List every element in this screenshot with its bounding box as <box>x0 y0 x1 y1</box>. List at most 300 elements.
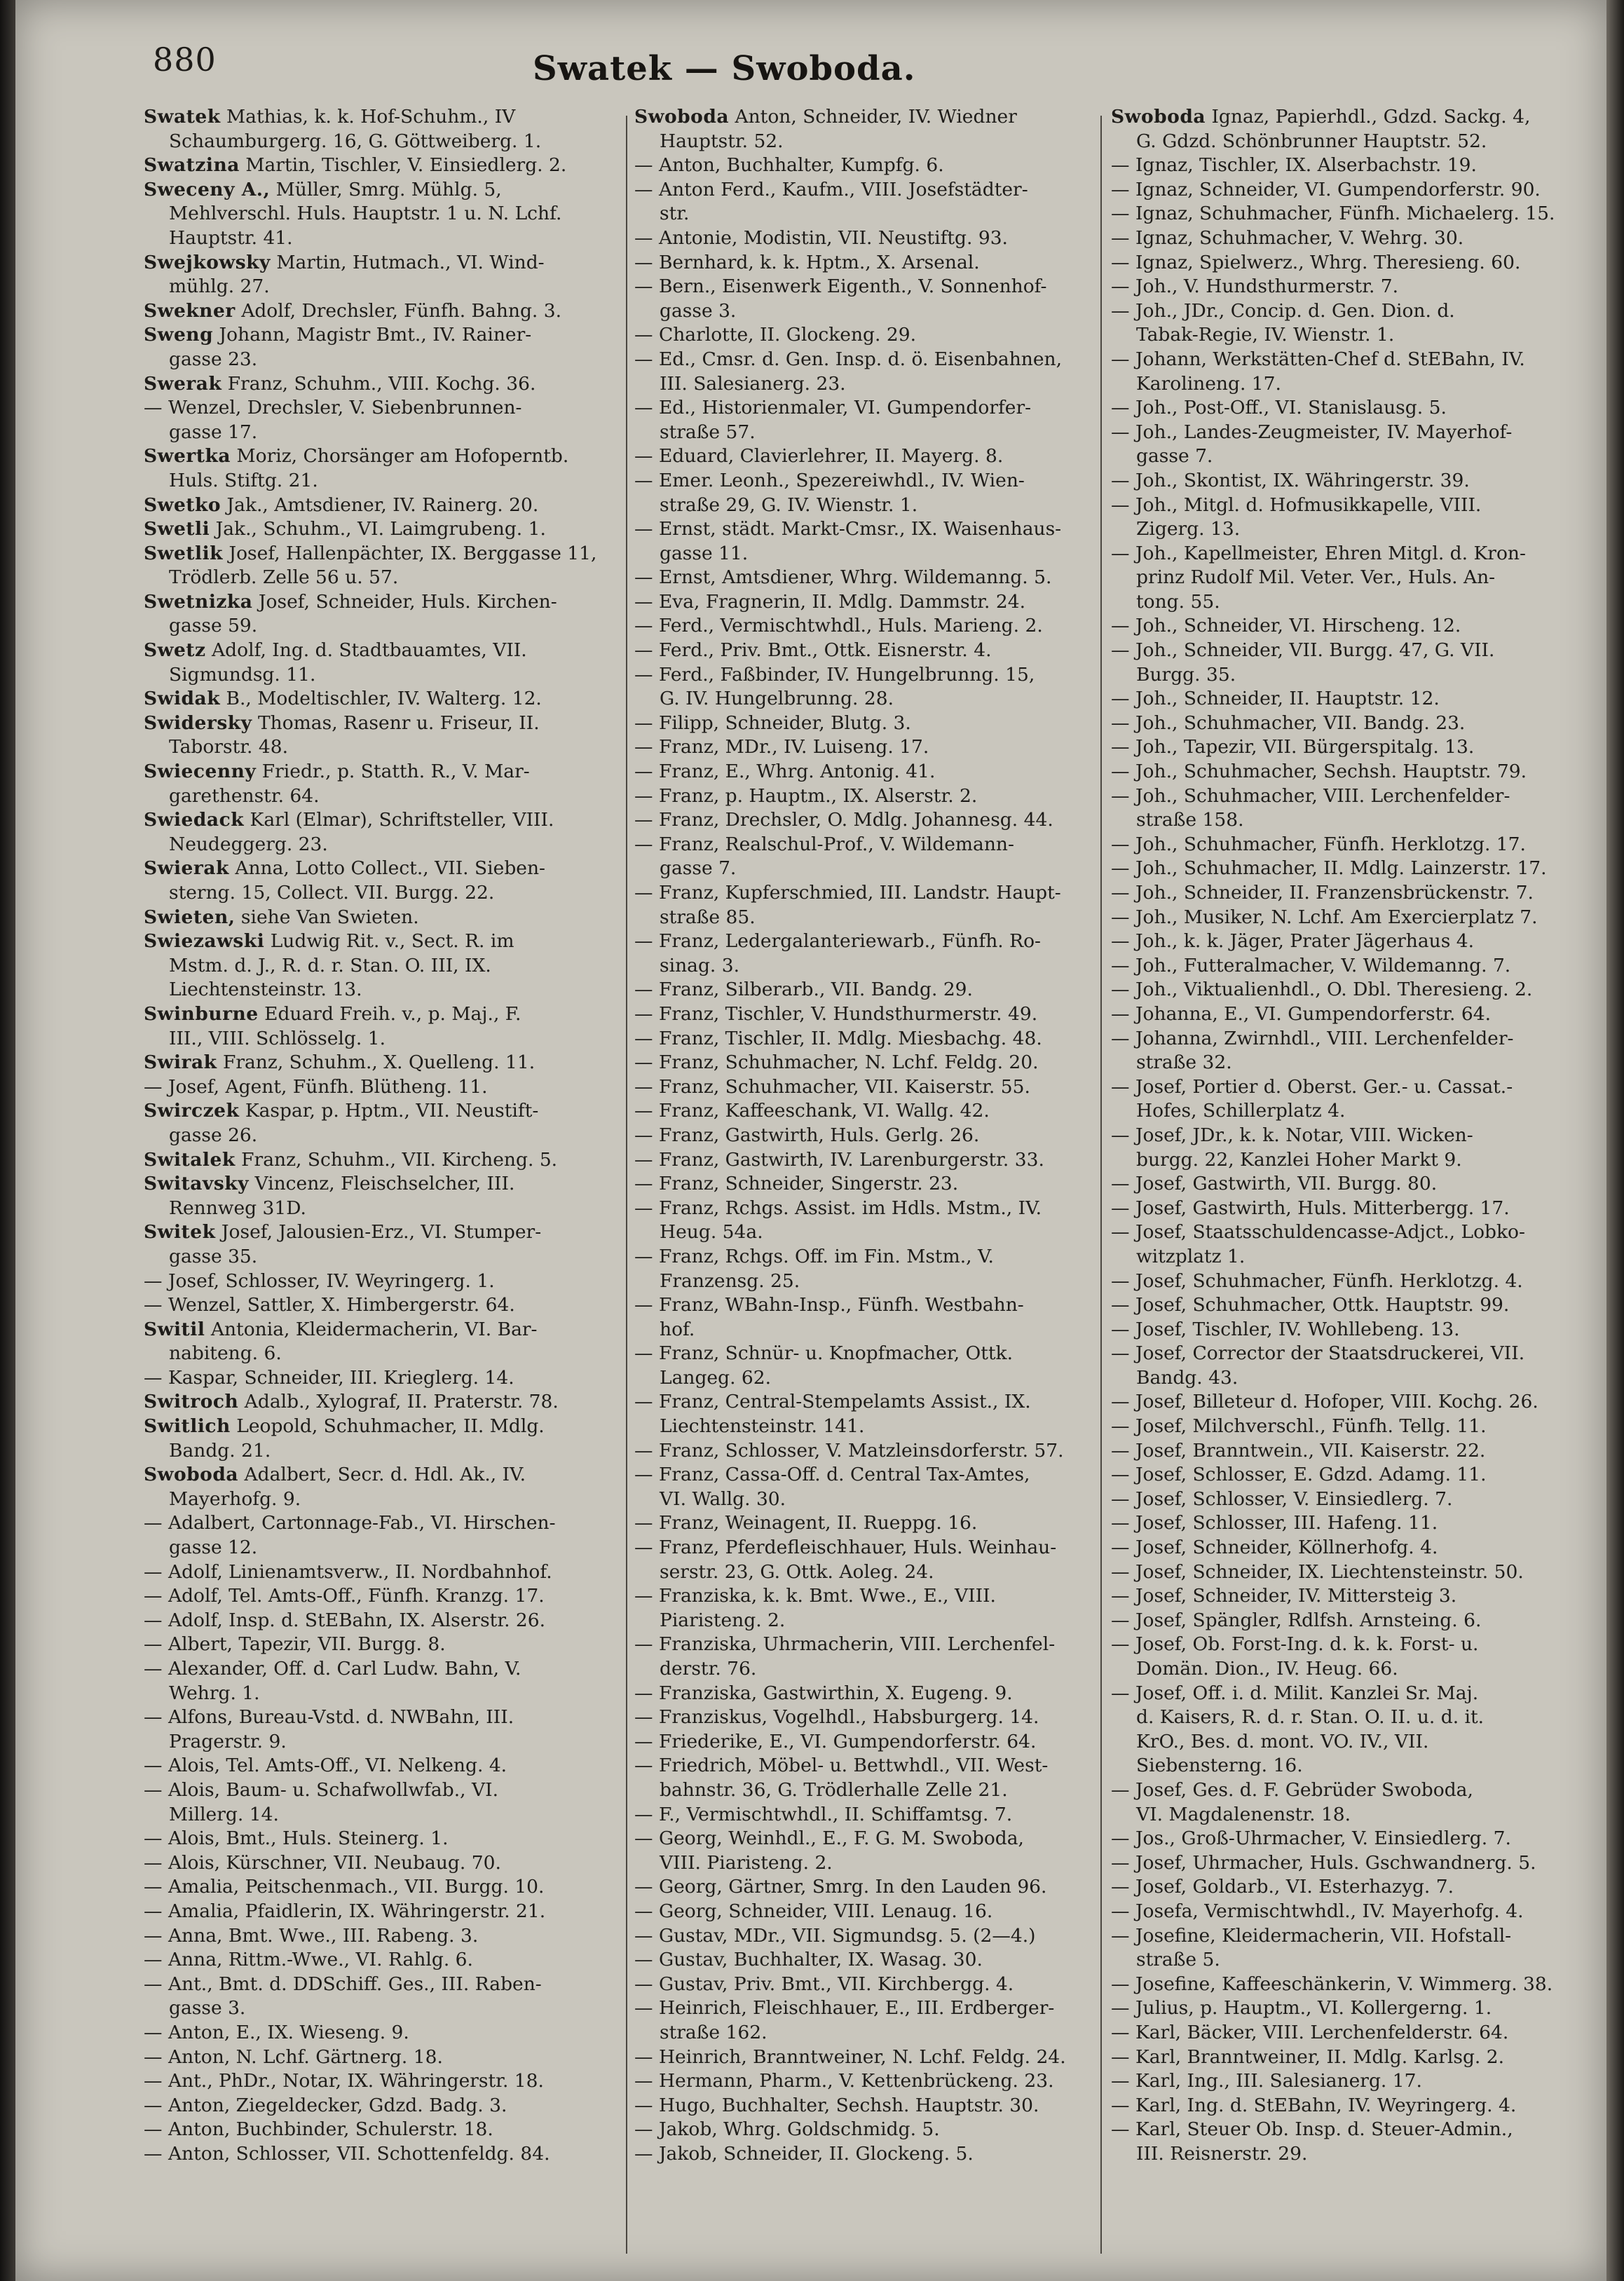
surname: Switavsky <box>144 1173 250 1195</box>
directory-line <box>634 711 1093 736</box>
entry-text: Franz, Gastwirth, IV. Larenburgerstr. 33. <box>658 1148 1044 1171</box>
ditto-dash: — <box>634 882 653 904</box>
ditto-dash: — <box>634 1682 653 1704</box>
directory-line <box>144 881 620 906</box>
entry-text: Thomas, Rasenr u. Friseur, II. <box>257 711 540 734</box>
directory-line <box>144 1002 620 1027</box>
directory-line <box>634 348 1093 372</box>
directory-line <box>634 590 1093 615</box>
surname: Switil <box>144 1318 205 1340</box>
directory-line <box>1111 1827 1574 1851</box>
directory-line <box>144 1851 620 1876</box>
entry-text: Ferd., Vermischtwhdl., Huls. Marieng. 2. <box>658 615 1043 637</box>
ditto-dash: — <box>1111 348 1130 370</box>
entry-text: gasse 23. <box>169 348 258 370</box>
directory-line <box>634 1390 1093 1415</box>
ditto-dash: — <box>144 1973 163 1995</box>
entry-text: KrO., Bes. d. mont. VO. IV., VII. <box>1136 1730 1429 1752</box>
ditto-dash: — <box>144 1609 163 1631</box>
directory-line <box>1111 1851 1574 1876</box>
entry-text: Mehlverschl. Huls. Hauptstr. 1 u. N. Lchf. <box>169 203 562 225</box>
directory-line <box>1111 590 1574 615</box>
entry-text: Josefa, Vermischtwhdl., IV. Mayerhofg. 4. <box>1135 1900 1524 1922</box>
ditto-dash: — <box>1111 2094 1130 2116</box>
entry-text: Joh., JDr., Concip. d. Gen. Dion. d. <box>1135 299 1455 322</box>
directory-line <box>634 2118 1093 2142</box>
entry-text: Ignaz, Schuhmacher, Fünfh. Michaelerg. 15. <box>1135 203 1555 225</box>
ditto-dash: — <box>1111 833 1130 855</box>
surname: Swetnizka <box>144 590 253 613</box>
entry-text: Franz, Cassa-Off. d. Central Tax-Amtes, <box>658 1464 1030 1486</box>
ditto-dash: — <box>634 784 653 807</box>
directory-line <box>634 614 1093 639</box>
surname: Switlich <box>144 1415 231 1438</box>
entry-text: Rennweg 31D. <box>169 1197 306 1219</box>
ditto-dash: — <box>1111 1633 1130 1656</box>
directory-line <box>634 1948 1093 1973</box>
entry-text: Ignaz, Schneider, VI. Gumpendorferstr. 90. <box>1135 178 1541 200</box>
directory-line <box>144 251 620 275</box>
entry-text: Georg, Schneider, VIII. Lenaug. 16. <box>658 1900 993 1922</box>
ditto-dash: — <box>634 1002 653 1025</box>
entry-text: Franz, Tischler, V. Hundsthurmerstr. 49. <box>658 1002 1038 1025</box>
entry-text: Tabak-Regie, IV. Wienstr. 1. <box>1136 324 1395 346</box>
directory-line <box>634 1851 1093 1876</box>
directory-line <box>634 663 1093 688</box>
entry-text: straße 162. <box>660 2021 767 2043</box>
entry-text: Karl, Bäcker, VIII. Lerchenfelderstr. 64. <box>1135 2021 1509 2043</box>
entry-text: Emer. Leonh., Spezereiwhdl., IV. Wien- <box>658 469 1025 491</box>
entry-text: Bernhard, k. k. Hptm., X. Arsenal. <box>658 251 980 273</box>
entry-text: gasse 59. <box>169 615 258 637</box>
directory-line <box>144 421 620 445</box>
entry-text: Millerg. 14. <box>169 1803 279 1825</box>
entry-text: Joh., Kapellmeister, Ehren Mitgl. d. Kron- <box>1135 542 1526 564</box>
directory-line <box>1111 2045 1574 2070</box>
ditto-dash: — <box>634 1949 653 1971</box>
directory-line <box>1111 1560 1574 1585</box>
directory-line <box>1111 1730 1574 1755</box>
entry-text: Ferd., Faßbinder, IV. Hungelbrunng. 15, <box>658 663 1035 686</box>
entry-text: III. Salesianerg. 23. <box>660 372 846 395</box>
entry-text: gasse 12. <box>169 1537 258 1559</box>
entry-text: Johann, Magistr Bmt., IV. Rainer- <box>219 324 532 346</box>
ditto-dash: — <box>634 1075 653 1098</box>
entry-text: Franz, Kaffeeschank, VI. Wallg. 42. <box>658 1100 990 1122</box>
ditto-dash: — <box>1111 979 1130 1001</box>
entry-text: Anton, Schlosser, VII. Schottenfeldg. 84. <box>168 2142 550 2165</box>
ditto-dash: — <box>144 1269 163 1292</box>
ditto-dash: — <box>634 833 653 855</box>
entry-text: Bandg. 43. <box>1136 1366 1239 1389</box>
page-number: 880 <box>153 41 217 79</box>
entry-text: Liechtensteinstr. 141. <box>660 1415 865 1438</box>
ditto-dash: — <box>1111 857 1130 880</box>
entry-text: Franz, p. Hauptm., IX. Alserstr. 2. <box>658 784 978 807</box>
entry-text: Joh., k. k. Jäger, Prater Jägerhaus 4. <box>1135 930 1475 953</box>
entry-text: gasse 35. <box>169 1245 258 1267</box>
directory-line <box>1111 251 1574 275</box>
ditto-dash: — <box>1111 1342 1130 1365</box>
entry-text: Joh., Schneider, II. Franzensbrückenstr. 7. <box>1135 882 1534 904</box>
directory-line <box>144 444 620 469</box>
directory-line <box>1111 1342 1574 1366</box>
entry-text: Heinrich, Fleischhauer, E., III. Erdberger- <box>658 1997 1055 2020</box>
directory-line <box>1111 1924 1574 1949</box>
ditto-dash: — <box>634 324 653 346</box>
directory-line <box>634 202 1093 226</box>
directory-line <box>1111 1754 1574 1778</box>
entry-text: Franz, Pferdefleischhauer, Huls. Weinhau- <box>658 1537 1057 1559</box>
directory-line <box>634 1220 1093 1245</box>
directory-line <box>634 542 1093 566</box>
directory-line <box>634 1342 1093 1366</box>
entry-text: Joh., Schuhmacher, VII. Bandg. 23. <box>1135 711 1466 734</box>
ditto-dash: — <box>634 2142 653 2165</box>
directory-line <box>1111 1293 1574 1318</box>
directory-line <box>634 566 1093 590</box>
directory-line <box>1111 1948 1574 1973</box>
ditto-dash: — <box>634 178 653 200</box>
entry-text: Joh., Landes-Zeugmeister, IV. Mayerhof- <box>1135 421 1513 443</box>
directory-line <box>634 105 1093 130</box>
directory-line <box>1111 881 1574 906</box>
entry-text: Franz, Schuhm., VII. Kircheng. 5. <box>241 1148 558 1171</box>
directory-line <box>144 1609 620 1633</box>
entry-text: Franz, Schnür- u. Knopfmacher, Ottk. <box>658 1342 1014 1365</box>
surname: Swirczek <box>144 1100 240 1122</box>
ditto-dash: — <box>634 251 653 273</box>
directory-line <box>634 1657 1093 1682</box>
directory-line <box>144 2021 620 2045</box>
directory-line <box>634 735 1093 760</box>
ditto-dash: — <box>1111 1585 1130 1607</box>
entry-text: Huls. Stiftg. 21. <box>169 469 318 491</box>
entry-text: Joh., Tapezir, VII. Bürgerspitalg. 13. <box>1135 736 1475 758</box>
entry-text: gasse 17. <box>169 421 258 443</box>
entry-text: Adalbert, Secr. d. Hdl. Ak., IV. <box>244 1464 526 1486</box>
entry-text: Mathias, k. k. Hof-Schuhm., IV <box>226 106 516 128</box>
scanner-edge <box>0 0 15 2281</box>
directory-line <box>1111 1415 1574 1439</box>
directory-line <box>1111 1584 1574 1609</box>
directory-line <box>144 1439 620 1464</box>
directory-line <box>1111 1390 1574 1415</box>
ditto-dash: — <box>144 1876 163 1898</box>
ditto-dash: — <box>634 1997 653 2020</box>
directory-line <box>634 857 1093 881</box>
surname: Swetlik <box>144 542 224 564</box>
directory-line <box>634 1051 1093 1075</box>
directory-line <box>144 226 620 251</box>
directory-line <box>144 784 620 809</box>
directory-line <box>144 1803 620 1827</box>
ditto-dash: — <box>634 1464 653 1486</box>
directory-line <box>1111 1657 1574 1682</box>
ditto-dash: — <box>144 1633 163 1656</box>
entry-text: Heug. 54a. <box>660 1221 763 1244</box>
directory-line <box>1111 1099 1574 1124</box>
directory-line <box>144 1293 620 1318</box>
entry-text: Eva, Fragnerin, II. Mdlg. Dammstr. 24. <box>658 590 1025 613</box>
surname: Swiecenny <box>144 761 257 783</box>
ditto-dash: — <box>634 1973 653 1995</box>
directory-line <box>144 906 620 930</box>
ditto-dash: — <box>1111 1002 1130 1025</box>
directory-line <box>634 1996 1093 2021</box>
directory-line <box>144 1511 620 1536</box>
entry-text: Franz, Rchgs. Assist. im Hdls. Mstm., IV. <box>658 1197 1042 1219</box>
entry-text: Georg, Weinhdl., E., F. G. M. Swoboda, <box>658 1827 1024 1850</box>
ditto-dash: — <box>634 1148 653 1171</box>
ditto-dash: — <box>634 518 653 540</box>
directory-line <box>144 1778 620 1803</box>
ditto-dash: — <box>634 979 653 1001</box>
directory-line <box>1111 1633 1574 1657</box>
ditto-dash: — <box>144 1900 163 1922</box>
ditto-dash: — <box>634 639 653 662</box>
directory-line <box>634 299 1093 324</box>
ditto-dash: — <box>1111 1778 1130 1801</box>
ditto-dash: — <box>1111 178 1130 200</box>
entry-text: Ernst, Amtsdiener, Whrg. Wildemanng. 5. <box>658 566 1052 589</box>
ditto-dash: — <box>1111 639 1130 662</box>
entry-text: Ernst, städt. Markt-Cmsr., IX. Waisenhaus- <box>658 518 1062 540</box>
entry-text: Bern., Eisenwerk Eigenth., V. Sonnenhof- <box>658 275 1047 298</box>
ditto-dash: — <box>144 2094 163 2116</box>
entry-text: Langeg. 62. <box>660 1366 772 1389</box>
entry-text: gasse 7. <box>660 857 737 880</box>
directory-line <box>1111 2118 1574 2142</box>
surname: Switalek <box>144 1148 236 1171</box>
directory-line <box>1111 1366 1574 1391</box>
ditto-dash: — <box>634 1294 653 1316</box>
directory-line <box>634 1682 1093 1706</box>
entry-text: Vincenz, Fleischselcher, III. <box>254 1173 515 1195</box>
entry-text: Joh., Viktualienhdl., O. Dbl. Theresieng. 2. <box>1135 979 1533 1001</box>
directory-line <box>144 396 620 421</box>
directory-line <box>1111 1245 1574 1269</box>
directory-line <box>1111 639 1574 663</box>
entry-text: Franz, Schneider, Singerstr. 23. <box>658 1173 959 1195</box>
entry-text: Josef, Staatsschuldencasse-Adjct., Lobko- <box>1135 1221 1525 1244</box>
directory-line <box>634 2069 1093 2094</box>
entry-text: d. Kaisers, R. d. r. Stan. O. II. u. d. it. <box>1136 1706 1485 1729</box>
ditto-dash: — <box>1111 1851 1130 1874</box>
directory-line <box>634 930 1093 954</box>
ditto-dash: — <box>1111 1827 1130 1850</box>
directory-line <box>1111 469 1574 493</box>
entry-text: Joh., Schneider, VI. Hirscheng. 12. <box>1135 615 1461 637</box>
ditto-dash: — <box>634 348 653 370</box>
directory-line <box>634 687 1093 711</box>
directory-line <box>634 808 1093 833</box>
entry-text: VI. Wallg. 30. <box>660 1487 786 1510</box>
entry-text: III. Reisnerstr. 29. <box>1136 2142 1308 2165</box>
directory-line <box>634 1269 1093 1294</box>
entry-text: straße 32. <box>1136 1051 1232 1074</box>
entry-text: Josef, Schlosser, E. Gdzd. Adamg. 11. <box>1135 1464 1487 1486</box>
entry-text: Jakob, Whrg. Goldschmidg. 5. <box>658 2118 940 2141</box>
directory-line <box>1111 1027 1574 1051</box>
entry-text: III., VIII. Schlösselg. 1. <box>169 1027 386 1049</box>
directory-line <box>144 1633 620 1657</box>
entry-text: Josef, Schneider, IV. Mittersteig 3. <box>1135 1585 1457 1607</box>
entry-text: Georg, Gärtner, Smrg. In den Lauden 96. <box>658 1876 1047 1898</box>
directory-line <box>1111 930 1574 954</box>
entry-text: Siebensterng. 16. <box>1136 1755 1303 1777</box>
directory-line <box>1111 978 1574 1002</box>
ditto-dash: — <box>1111 1391 1130 1413</box>
directory-line <box>634 1560 1093 1585</box>
entry-text: Friedr., p. Statth. R., V. Mar- <box>261 761 530 783</box>
ditto-dash: — <box>144 1075 163 1098</box>
entry-text: straße 29, G. IV. Wienstr. 1. <box>660 493 918 516</box>
entry-text: Alois, Baum- u. Schafwollwfab., VI. <box>168 1778 498 1801</box>
directory-line <box>634 1705 1093 1730</box>
surname: Swinburne <box>144 1002 259 1025</box>
entry-text: Franz, MDr., IV. Luiseng. 17. <box>658 736 929 758</box>
entry-text: Karl, Ing., III. Salesianerg. 17. <box>1135 2070 1422 2092</box>
directory-line <box>634 1027 1093 1051</box>
ditto-dash: — <box>634 809 653 831</box>
ditto-dash: — <box>634 930 653 953</box>
entry-text: Mayerhofg. 9. <box>169 1487 301 1510</box>
page-edge <box>1606 0 1624 2281</box>
entry-text: G. IV. Hungelbrunng. 28. <box>660 688 894 710</box>
directory-column-3 <box>1111 105 1574 2264</box>
ditto-dash: — <box>634 1512 653 1534</box>
ditto-dash: — <box>1111 761 1130 783</box>
entry-text: Ignaz, Tischler, IX. Alserbachstr. 19. <box>1135 154 1477 177</box>
entry-text: Friederike, E., VI. Gumpendorferstr. 64. <box>658 1730 1037 1752</box>
directory-line <box>634 1099 1093 1124</box>
entry-text: Josef, Agent, Fünfh. Blütheng. 11. <box>168 1075 488 1098</box>
entry-text: Johanna, Zwirnhdl., VIII. Lerchenfelder- <box>1135 1027 1514 1049</box>
ditto-dash: — <box>144 1851 163 1874</box>
entry-text: Josef, Tischler, IV. Wohllebeng. 13. <box>1135 1318 1460 1340</box>
entry-text: Friedrich, Möbel- u. Bettwhdl., VII. West- <box>658 1755 1049 1777</box>
surname: Sweng <box>144 324 214 346</box>
directory-line <box>144 1027 620 1051</box>
surname: Switek <box>144 1221 216 1244</box>
entry-text: Joh., Mitgl. d. Hofmusikkapelle, VIII. <box>1135 493 1482 516</box>
ditto-dash: — <box>144 1366 163 1389</box>
ditto-dash: — <box>144 1755 163 1777</box>
entry-text: Jos., Groß-Uhrmacher, V. Einsiedlerg. 7. <box>1135 1827 1511 1850</box>
entry-text: Franz, Gastwirth, Huls. Gerlg. 26. <box>658 1124 980 1146</box>
ditto-dash: — <box>1111 2118 1130 2141</box>
directory-line <box>634 1148 1093 1173</box>
entry-text: Martin, Hutmach., VI. Wind- <box>276 251 545 273</box>
directory-line <box>634 469 1093 493</box>
directory-line <box>634 1002 1093 1027</box>
ditto-dash: — <box>634 275 653 298</box>
ditto-dash: — <box>634 154 653 177</box>
entry-text: Josef, Gastwirth, VII. Burgg. 80. <box>1135 1173 1438 1195</box>
entry-text: Josefine, Kaffeeschänkerin, V. Wimmerg. 38. <box>1135 1973 1553 1995</box>
directory-line <box>1111 2069 1574 2094</box>
directory-line <box>1111 1803 1574 1827</box>
directory-line <box>144 178 620 203</box>
directory-line <box>634 2045 1093 2070</box>
entry-text: Anna, Bmt. Wwe., III. Rabeng. 3. <box>168 1924 479 1947</box>
ditto-dash: — <box>144 2021 163 2043</box>
running-head: Swatek — Swoboda. <box>533 49 916 88</box>
entry-text: Joh., Musiker, N. Lchf. Am Exercierplatz 7. <box>1135 906 1538 928</box>
surname: Swejkowsky <box>144 251 271 273</box>
entry-text: Antonia, Kleidermacherin, VI. Bar- <box>210 1318 538 1340</box>
entry-text: Franz, Ledergalanteriewarb., Fünfh. Ro- <box>658 930 1042 953</box>
directory-line <box>634 1633 1093 1657</box>
entry-text: Pragerstr. 9. <box>169 1730 287 1752</box>
ditto-dash: — <box>634 1173 653 1195</box>
directory-line <box>144 1730 620 1755</box>
ditto-dash: — <box>144 1585 163 1607</box>
surname: Swertka <box>144 445 231 468</box>
entry-text: tong. 55. <box>1136 590 1220 613</box>
entry-text: Kaspar, Schneider, III. Krieglerg. 14. <box>168 1366 514 1389</box>
ditto-dash: — <box>144 1658 163 1680</box>
directory-line <box>1111 1609 1574 1633</box>
entry-text: F., Vermischtwhdl., II. Schiffamtsg. 7. <box>658 1803 1013 1825</box>
ditto-dash: — <box>634 1124 653 1146</box>
ditto-dash: — <box>1111 1318 1130 1340</box>
entry-text: hof. <box>660 1318 695 1340</box>
ditto-dash: — <box>1111 1173 1130 1195</box>
entry-text: Johanna, E., VI. Gumpendorferstr. 64. <box>1135 1002 1492 1025</box>
entry-text: Ferd., Priv. Bmt., Ottk. Eisnerstr. 4. <box>658 639 992 662</box>
directory-line <box>1111 2021 1574 2045</box>
directory-line <box>1111 421 1574 445</box>
entry-text: Domän. Dion., IV. Heug. 66. <box>1136 1658 1398 1680</box>
directory-line <box>1111 857 1574 881</box>
directory-line <box>1111 808 1574 833</box>
entry-text: Adolf, Ing. d. Stadtbauamtes, VII. <box>212 639 527 662</box>
ditto-dash: — <box>634 761 653 783</box>
directory-line <box>144 1390 620 1415</box>
entry-text: Amalia, Pfaidlerin, IX. Währingerstr. 21. <box>168 1900 546 1922</box>
directory-column-2 <box>634 105 1093 2264</box>
directory-line <box>1111 226 1574 251</box>
entry-text: Josef, Schneider, Köllnerhofg. 4. <box>1135 1537 1438 1559</box>
directory-line <box>144 1269 620 1294</box>
ditto-dash: — <box>634 1827 653 1850</box>
directory-line <box>144 1973 620 1997</box>
entry-text: Franz, Schuhm., X. Quelleng. 11. <box>222 1051 535 1074</box>
directory-line <box>144 1124 620 1148</box>
directory-line <box>1111 517 1574 542</box>
surname: Sweceny A., <box>144 178 271 200</box>
directory-line <box>634 1415 1093 1439</box>
directory-line <box>1111 1075 1574 1100</box>
directory-line <box>634 1803 1093 1827</box>
directory-line <box>634 1511 1093 1536</box>
entry-text: Gustav, Priv. Bmt., VII. Kirchbergg. 4. <box>658 1973 1014 1995</box>
directory-line <box>1111 1124 1574 1148</box>
ditto-dash: — <box>1111 421 1130 443</box>
directory-line <box>144 202 620 226</box>
ditto-dash: — <box>1111 493 1130 516</box>
directory-line <box>1111 1487 1574 1512</box>
ditto-dash: — <box>634 1876 653 1898</box>
directory-line <box>1111 1778 1574 1803</box>
directory-line <box>634 1900 1093 1924</box>
surname: Swoboda <box>144 1464 239 1486</box>
ditto-dash: — <box>634 1342 653 1365</box>
entry-text: Josef, Jalousien-Erz., VI. Stumper- <box>221 1221 542 1244</box>
directory-line <box>144 590 620 615</box>
